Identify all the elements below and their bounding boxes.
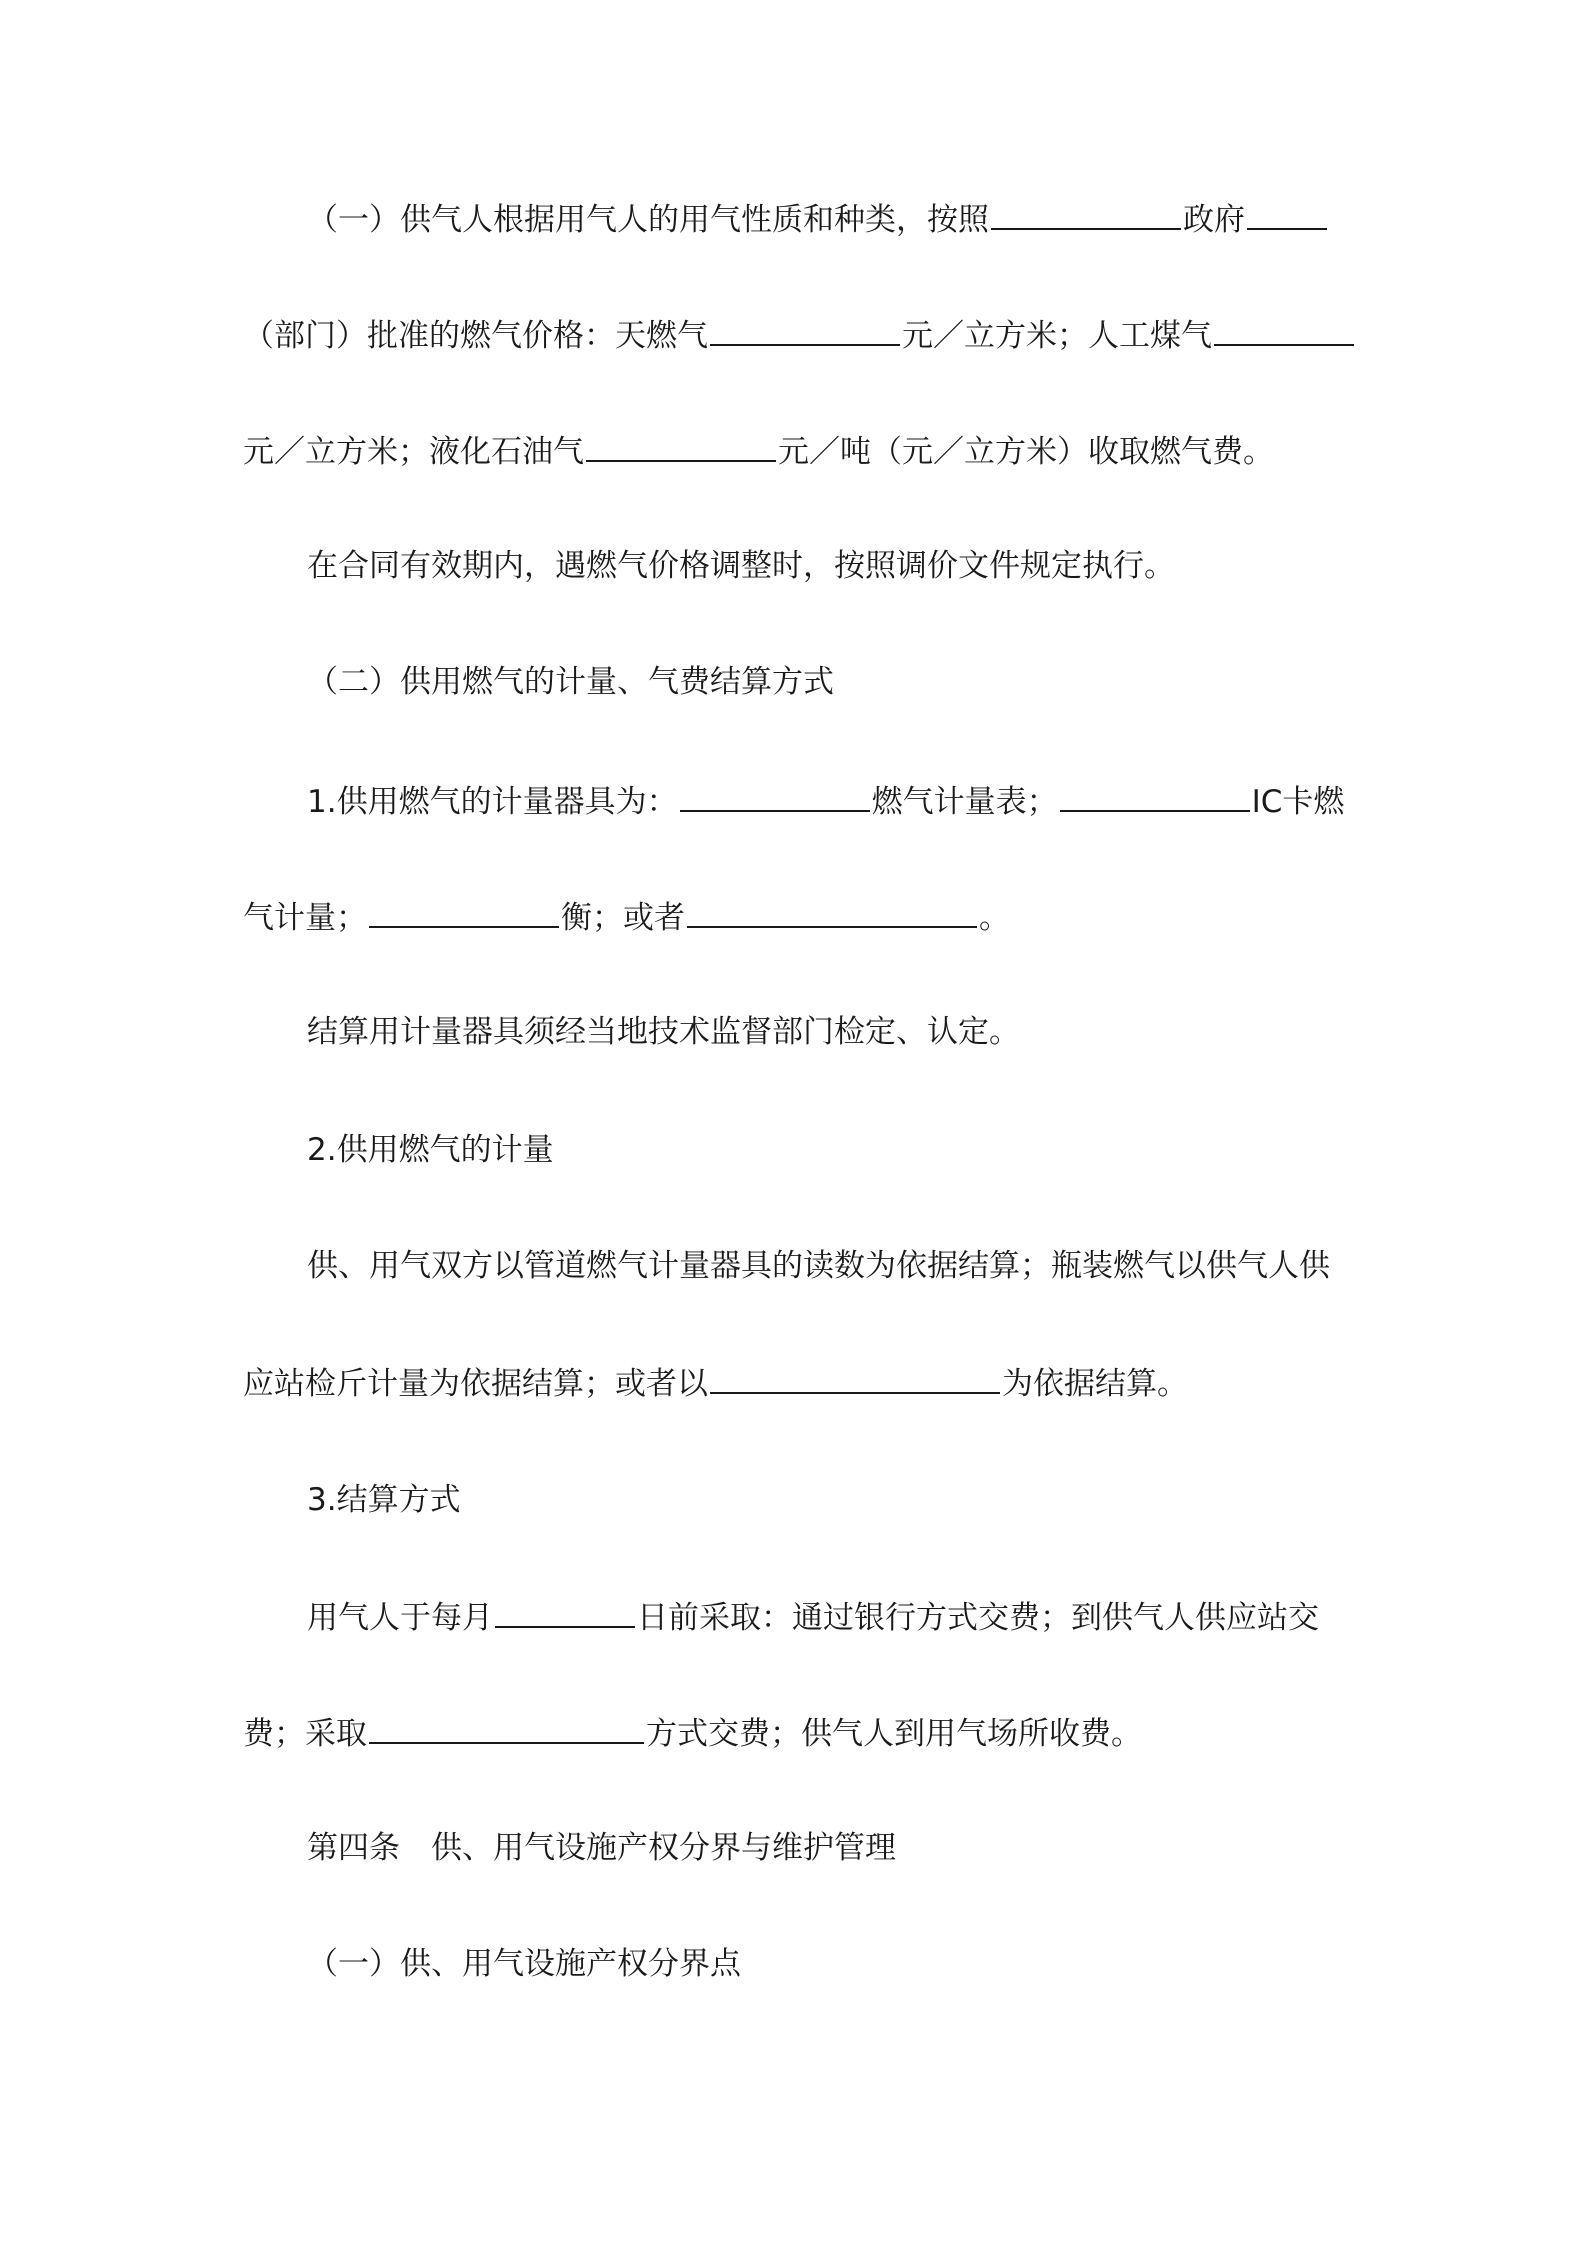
para1-line2 <box>243 314 1353 354</box>
fill-blank[interactable] <box>369 1712 644 1744</box>
fill-blank[interactable] <box>991 198 1181 230</box>
section-heading: （二）供用燃气的计量、气费结算方式 <box>307 664 834 700</box>
fill-blank[interactable] <box>680 780 870 812</box>
fill-blank[interactable] <box>710 1362 1000 1394</box>
para1-text: 元／立方米；液化石油气 <box>243 434 584 470</box>
para3-text: IC卡燃 <box>1251 784 1345 820</box>
fill-blank[interactable] <box>586 430 776 462</box>
para6-text: 方式交费；供气人到用气场所收费。 <box>646 1716 1142 1752</box>
para1-text: 元／立方米；人工煤气 <box>902 318 1212 354</box>
para5-line2 <box>243 1362 1353 1402</box>
fill-blank[interactable] <box>1060 780 1250 812</box>
para3-text: 气计量； <box>243 900 367 936</box>
para6-line1 <box>243 1596 1353 1636</box>
para5-text: 为依据结算。 <box>1002 1366 1188 1402</box>
fill-blank[interactable] <box>495 1596 635 1628</box>
section-heading: （一）供、用气设施产权分界点 <box>307 1946 741 1982</box>
fill-blank[interactable] <box>1214 314 1354 346</box>
para3-text: 1.供用燃气的计量器具为： <box>307 784 678 820</box>
para6-line2 <box>243 1712 1353 1752</box>
para3-line1 <box>243 780 1353 820</box>
article-heading: 第四条 供、用气设施产权分界与维护管理 <box>307 1830 896 1866</box>
para2: 在合同有效期内，遇燃气价格调整时，按照调价文件规定执行。 <box>307 548 1175 584</box>
para1-text: （一）供气人根据用气人的用气性质和种类，按照 <box>307 202 989 238</box>
para4: 结算用计量器具须经当地技术监督部门检定、认定。 <box>307 1014 1020 1050</box>
fill-blank[interactable] <box>710 314 900 346</box>
fill-blank[interactable] <box>369 896 559 928</box>
para6-text: 费；采取 <box>243 1716 367 1752</box>
para3-text: 燃气计量表； <box>871 784 1058 820</box>
para5-text: 应站检斤计量为依据结算；或者以 <box>243 1366 708 1402</box>
fill-blank[interactable] <box>687 896 977 928</box>
fill-blank[interactable] <box>1247 198 1327 230</box>
para1-line3 <box>243 430 1353 470</box>
section-heading: 2.供用燃气的计量 <box>307 1132 554 1168</box>
para1-text: 元／吨（元／立方米）收取燃气费。 <box>778 434 1274 470</box>
para3-text: 。 <box>979 900 1010 936</box>
para3-line2 <box>243 896 1353 936</box>
para6-text: 用气人于每月 <box>307 1600 493 1636</box>
para1-text: （部门）批准的燃气价格：天燃气 <box>243 318 708 354</box>
para1-text: 政府 <box>1183 202 1245 238</box>
para6-text: 日前采取：通过银行方式交费；到供气人供应站交 <box>637 1600 1319 1636</box>
section-heading: 3.结算方式 <box>307 1482 461 1518</box>
para5-line1: 供、用气双方以管道燃气计量器具的读数为依据结算；瓶装燃气以供气人供 <box>307 1248 1330 1284</box>
para3-text: 衡；或者 <box>561 900 685 936</box>
para1-line1 <box>243 198 1353 238</box>
